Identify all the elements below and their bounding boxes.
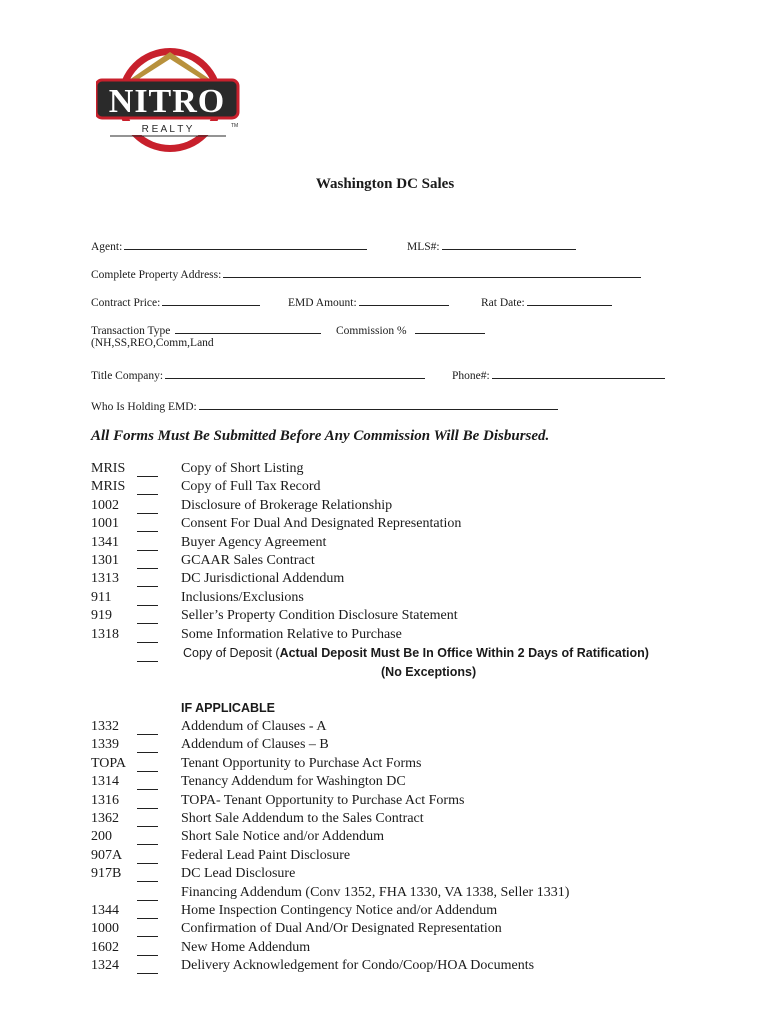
deposit-checkbox-line[interactable] xyxy=(137,661,158,662)
form-checkbox-line[interactable] xyxy=(137,900,158,901)
form-code: 1318 xyxy=(91,626,119,642)
address-field[interactable] xyxy=(91,265,641,281)
form-description: Inclusions/Exclusions xyxy=(181,589,304,605)
form-code: 200 xyxy=(91,829,112,845)
emd-holder-field[interactable] xyxy=(91,397,558,413)
form-checkbox-line[interactable] xyxy=(137,605,158,606)
form-description: Short Sale Addendum to the Sales Contract xyxy=(181,811,424,826)
emd-holder-label: Who Is Holding EMD: xyxy=(91,401,197,413)
form-code: 911 xyxy=(91,589,112,605)
form-description: Addendum of Clauses – B xyxy=(181,737,329,753)
form-checkbox-line[interactable] xyxy=(137,531,158,532)
form-description: Some Information Relative to Purchase xyxy=(181,626,402,642)
form-description: TOPA- Tenant Opportunity to Purchase Act Forms xyxy=(181,792,465,808)
form-code: 1000 xyxy=(91,921,119,937)
form-description: DC Jurisdictional Addendum xyxy=(181,571,345,587)
form-description: Home Inspection Contingency Notice and/or Addendum xyxy=(181,903,498,918)
submission-heading: All Forms Must Be Submitted Before Any Commission Will Be Disbursed. xyxy=(91,428,550,444)
form-code: 1001 xyxy=(91,516,119,532)
form-checkbox-line[interactable] xyxy=(137,623,158,624)
mls-line[interactable] xyxy=(442,237,576,250)
title-company-line[interactable] xyxy=(165,366,425,379)
agent-line[interactable] xyxy=(124,237,367,250)
form-checkbox-line[interactable] xyxy=(137,789,158,790)
form-description: Tenancy Addendum for Washington DC xyxy=(181,774,406,790)
logo-brand-text: NITRO xyxy=(108,83,226,120)
form-checkbox-line[interactable] xyxy=(137,752,158,753)
form-checkbox-line[interactable] xyxy=(137,568,158,569)
contract-price-field[interactable] xyxy=(91,293,260,309)
form-checkbox-line[interactable] xyxy=(137,494,158,495)
form-description: New Home Addendum xyxy=(181,939,311,955)
form-checkbox-line[interactable] xyxy=(137,476,158,477)
form-code: 1314 xyxy=(91,774,119,790)
form-code: 1316 xyxy=(91,792,119,808)
emd-amount-line[interactable] xyxy=(359,293,449,306)
commission-line[interactable] xyxy=(415,321,485,334)
form-checkbox-line[interactable] xyxy=(137,973,158,974)
form-checkbox-line[interactable] xyxy=(137,844,158,845)
form-code: 917B xyxy=(91,866,122,882)
logo-tm: TM xyxy=(231,123,239,129)
form-description: Consent For Dual And Designated Representation xyxy=(181,516,462,532)
form-code: 1362 xyxy=(91,811,119,826)
form-description: Delivery Acknowledgement for Condo/Coop/HOA Documents xyxy=(181,958,535,974)
form-code: 1344 xyxy=(91,903,119,918)
deposit-item xyxy=(183,646,649,660)
form-checkbox-line[interactable] xyxy=(137,918,158,919)
form-checkbox-line[interactable] xyxy=(137,881,158,882)
commission-field[interactable] xyxy=(336,321,485,337)
form-checkbox-line[interactable] xyxy=(137,826,158,827)
form-code: 1332 xyxy=(91,719,119,734)
form-code: MRIS xyxy=(91,479,126,495)
form-description: Buyer Agency Agreement xyxy=(181,534,327,550)
form-code: MRIS xyxy=(91,461,126,476)
title-company-label: Title Company: xyxy=(91,370,164,382)
mls-field[interactable] xyxy=(407,237,576,253)
deposit-prefix: Copy of Deposit ( xyxy=(183,646,280,660)
form-checkbox-line[interactable] xyxy=(137,771,158,772)
form-code: TOPA xyxy=(91,755,127,771)
form-description: Seller’s Property Condition Disclosure Statement xyxy=(181,608,458,624)
rat-date-line[interactable] xyxy=(527,293,612,306)
agent-field[interactable] xyxy=(91,237,367,253)
page-title: Washington DC Sales xyxy=(315,176,455,192)
logo-sub-text: R E A L T Y xyxy=(141,124,193,135)
if-applicable-heading: IF APPLICABLE xyxy=(181,701,275,715)
phone-line[interactable] xyxy=(492,366,665,379)
logo-graphic xyxy=(96,42,244,154)
address-line[interactable] xyxy=(223,265,641,278)
form-code: 1341 xyxy=(91,534,119,550)
emd-amount-label: EMD Amount: xyxy=(288,297,357,309)
form-code: 1324 xyxy=(91,958,119,974)
form-description: Copy of Full Tax Record xyxy=(181,479,321,495)
commission-label: Commission % xyxy=(336,325,407,337)
form-description: Confirmation of Dual And/Or Designated Representation xyxy=(181,921,502,937)
form-description: GCAAR Sales Contract xyxy=(181,553,315,568)
agent-label: Agent: xyxy=(91,241,123,253)
form-code: 1313 xyxy=(91,571,119,587)
form-code: 919 xyxy=(91,608,112,624)
form-code: 1602 xyxy=(91,939,119,955)
phone-label: Phone#: xyxy=(452,370,490,382)
rat-date-label: Rat Date: xyxy=(481,297,525,309)
mls-label: MLS#: xyxy=(407,241,440,253)
form-description: Federal Lead Paint Disclosure xyxy=(181,847,351,863)
contract-price-line[interactable] xyxy=(162,293,260,306)
form-checkbox-line[interactable] xyxy=(137,550,158,551)
form-code: 1002 xyxy=(91,497,119,513)
transaction-type-line[interactable] xyxy=(175,321,321,334)
transaction-type-field[interactable] xyxy=(91,321,321,337)
form-checkbox-line[interactable] xyxy=(137,936,158,937)
form-code: 907A xyxy=(91,847,123,863)
transaction-type-note: (NH,SS,REO,Comm,Land xyxy=(91,337,214,349)
title-company-field[interactable] xyxy=(91,366,425,382)
transaction-type-label: Transaction Type xyxy=(91,325,171,337)
emd-amount-field[interactable] xyxy=(288,293,449,309)
form-checkbox-line[interactable] xyxy=(137,586,158,587)
phone-field[interactable] xyxy=(452,366,665,382)
form-description: DC Lead Disclosure xyxy=(181,866,296,882)
form-checkbox-line[interactable] xyxy=(137,863,158,864)
form-description: Tenant Opportunity to Purchase Act Forms xyxy=(181,755,422,771)
form-checkbox-line[interactable] xyxy=(137,513,158,514)
form-description: Addendum of Clauses - A xyxy=(181,719,327,734)
form-description: Copy of Short Listing xyxy=(181,461,304,476)
address-label: Complete Property Address: xyxy=(91,269,222,281)
form-checkbox-line[interactable] xyxy=(137,642,158,643)
rat-date-field[interactable] xyxy=(481,293,612,309)
form-code: 1339 xyxy=(91,737,119,753)
deposit-bold: Actual Deposit Must Be In Office Within 2 Days of Ratification) xyxy=(279,646,649,660)
deposit-no-exceptions: (No Exceptions) xyxy=(381,665,477,679)
form-checkbox-line[interactable] xyxy=(137,808,158,809)
form-description: Short Sale Notice and/or Addendum xyxy=(181,829,384,845)
form-description: Disclosure of Brokerage Relationship xyxy=(181,497,393,513)
form-checkbox-line[interactable] xyxy=(137,734,158,735)
nitro-realty-logo xyxy=(96,42,244,154)
emd-holder-line[interactable] xyxy=(199,397,558,410)
contract-price-label: Contract Price: xyxy=(91,297,161,309)
form-description: Financing Addendum (Conv 1352, FHA 1330, VA 1338, Seller 1331) xyxy=(181,884,570,900)
form-code: 1301 xyxy=(91,553,119,568)
form-checkbox-line[interactable] xyxy=(137,955,158,956)
